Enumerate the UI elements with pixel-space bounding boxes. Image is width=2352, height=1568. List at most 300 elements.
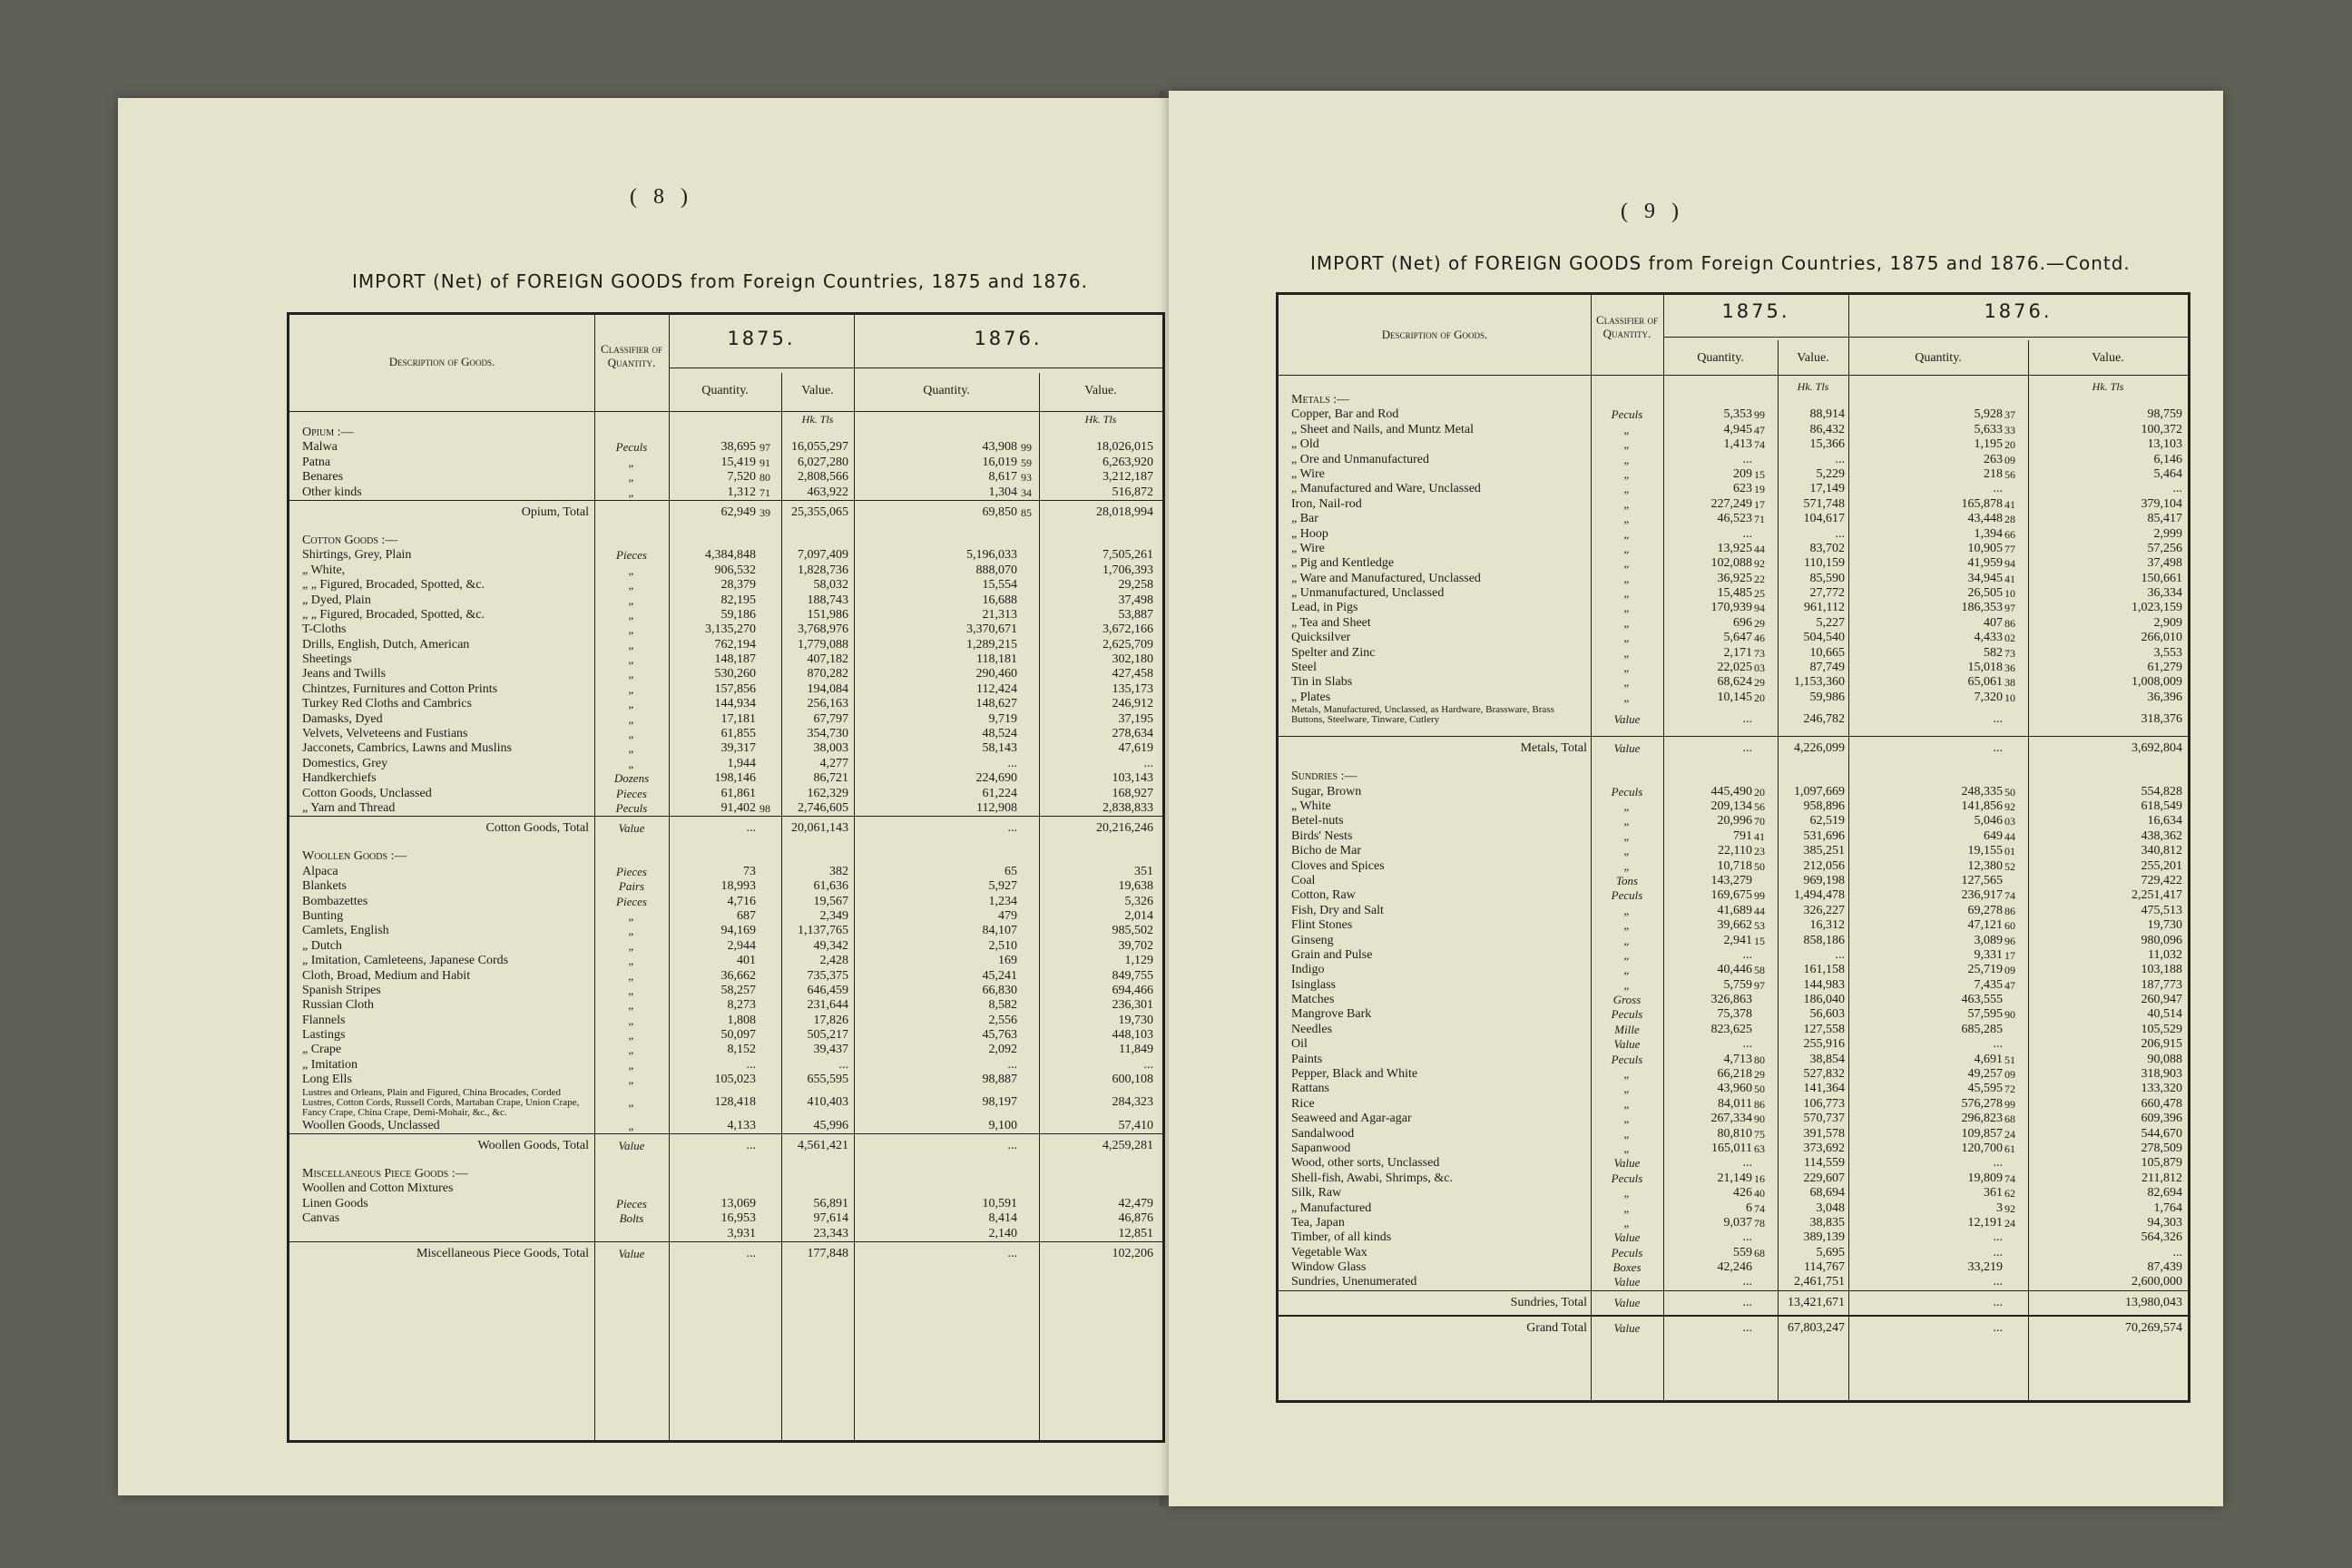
quantity-1875-cell: 68,624 (1717, 675, 1752, 690)
classifier-cell: Tons (1615, 873, 1639, 887)
value-1876-cell: 564,326 (2141, 1230, 2182, 1245)
table-row (1279, 467, 2188, 482)
quantity-1876-cell: 8,617 (988, 470, 1017, 485)
quantity-1876-fraction: 24 (2004, 1127, 2015, 1141)
classifier-cell: „ (628, 593, 635, 607)
table-row (1279, 1216, 2188, 1230)
value-1875-cell: 246,782 (1803, 712, 1845, 727)
description-cell: Rice (1291, 1096, 1315, 1111)
value-1876-cell: 94,303 (2147, 1215, 2182, 1230)
quantity-1876-cell: 57,595 (1967, 1007, 2003, 1022)
quantity-1875-fraction: 97 (760, 441, 770, 455)
quantity-1875-fraction: 80 (1754, 1053, 1765, 1066)
classifier-cell: „ (628, 667, 635, 681)
value-1876-cell: 133,320 (2141, 1082, 2182, 1096)
quantity-1875-cell: 80,810 (1717, 1126, 1752, 1141)
description-header: Description of Goods. (1381, 328, 1488, 341)
classifier-cell: Value (618, 1139, 645, 1153)
classifier-cell: Gross (1612, 993, 1642, 1007)
section-header-row (1279, 393, 2188, 407)
quantity-1876-fraction: 09 (2004, 453, 2015, 466)
value-1875-cell: 354,730 (807, 727, 848, 741)
quantity-1875-cell: 9,037 (1723, 1215, 1752, 1230)
classifier-cell: „ (1623, 541, 1631, 555)
value-1876-cell: 37,498 (1118, 593, 1153, 607)
classifier-cell: „ (1623, 586, 1631, 601)
description-cell: Quicksilver (1291, 631, 1351, 645)
quantity-1875-cell: 5,759 (1723, 977, 1752, 992)
table-row (1279, 675, 2188, 690)
table-row (1279, 859, 2188, 874)
description-cell: „ Yarn and Thread (302, 800, 396, 815)
quantity-1876-fraction: 94 (2004, 557, 2015, 571)
description-cell: Woollen Goods, Total (477, 1139, 589, 1153)
value-1875-cell: 114,767 (1804, 1260, 1845, 1275)
description-cell: Flint Stones (1291, 918, 1353, 933)
quantity-1875-fraction: 99 (1754, 408, 1765, 422)
quantity-1876-cell: ... (1993, 1275, 2003, 1289)
description-cell: Window Glass (1291, 1260, 1367, 1275)
value-1875-cell: ... (1835, 526, 1845, 541)
quantity-1876-cell: 109,857 (1961, 1126, 2003, 1141)
description-cell: Coal (1291, 873, 1316, 887)
quantity-1875-fraction: 25 (1754, 587, 1765, 601)
quantity-1876-cell: 98,887 (982, 1073, 1017, 1087)
quantity-1875-cell: 1,312 (727, 485, 756, 499)
table-row (1279, 1067, 2188, 1082)
value-1876-cell: 302,180 (1112, 652, 1153, 667)
classifier-cell: Pieces (616, 864, 647, 878)
import-table-1875-1876 (287, 312, 1165, 1443)
description-cell: „ Dutch (302, 938, 342, 953)
quantity-1875-cell: ... (746, 1139, 756, 1153)
classifier-cell: Value (618, 821, 645, 836)
quantity-1876-cell: 224,690 (975, 771, 1017, 786)
quantity-1875-cell: ... (1742, 741, 1752, 756)
quantity-1875-cell: 41,689 (1717, 903, 1752, 917)
quantity-1876-cell: 43,448 (1967, 512, 2003, 526)
classifier-cell: Peculs (1611, 1245, 1643, 1259)
quantity-1875-cell: 10,718 (1717, 858, 1752, 873)
value-1876-cell: 19,730 (2147, 918, 2182, 933)
quantity-1876-fraction: 85 (1021, 505, 1032, 519)
quantity-1875-cell: 22,025 (1717, 661, 1752, 675)
page-number: ( 8 ) (630, 185, 693, 209)
description-cell: Sandalwood (1291, 1126, 1355, 1141)
classifier-cell: „ (628, 998, 635, 1013)
value-1875-cell: 655,595 (807, 1073, 848, 1087)
description-cell: Rattans (1291, 1082, 1329, 1096)
table-row (1279, 918, 2188, 933)
quantity-1876-cell: 7,320 (1974, 690, 2003, 704)
table-row (1279, 829, 2188, 844)
quantity-1875-cell: 128,418 (714, 1094, 756, 1109)
description-cell: „ Dyed, Plain (302, 593, 371, 607)
table-row (1279, 874, 2188, 888)
quantity-1875-cell: ... (746, 821, 756, 836)
quantity-1876-cell: 61,224 (982, 786, 1017, 800)
classifier-cell: „ (628, 968, 635, 983)
value-1876-cell: 1,129 (1124, 954, 1153, 968)
description-cell: Camlets, English (302, 924, 389, 938)
value-1876-cell: 12,851 (1118, 1226, 1153, 1240)
value-1876-cell: 427,458 (1112, 667, 1153, 681)
table-row (1279, 934, 2188, 948)
quantity-1875-cell: 5,353 (1723, 407, 1752, 422)
quantity-1876-cell: 9,100 (988, 1118, 1017, 1132)
value-1875-cell: 1,779,088 (798, 637, 848, 652)
quantity-1876-cell: 5,927 (988, 879, 1017, 894)
quantity-1875-cell: 18,993 (720, 879, 756, 894)
value-1875-cell: 255,916 (1803, 1037, 1845, 1052)
quantity-1876-fraction: 86 (2004, 904, 2015, 917)
value-1875-cell: 59,986 (1809, 690, 1845, 704)
description-cell: Sapanwood (1291, 1141, 1351, 1155)
quantity-1875-cell: 28,379 (720, 578, 756, 593)
quantity-1876-cell: 34,945 (1967, 571, 2003, 585)
value-1875-cell: 5,229 (1816, 466, 1845, 481)
quantity-1875-cell: 82,195 (720, 593, 756, 607)
table-row (289, 1119, 1162, 1133)
table-row (289, 954, 1162, 968)
quantity-1875-cell: ... (1742, 1037, 1752, 1052)
table-row (289, 727, 1162, 741)
classifier-cell: Value (1613, 1037, 1641, 1052)
classifier-cell: „ (1623, 526, 1631, 541)
total-row (289, 500, 1162, 524)
value-1875-cell: 391,578 (1803, 1126, 1845, 1141)
quantity-1876-cell: 290,460 (975, 667, 1017, 681)
description-cell: Sundries, Unenumerated (1291, 1275, 1417, 1289)
table-row (1279, 1186, 2188, 1200)
value-1875-cell: 5,227 (1816, 615, 1845, 630)
table-row (1279, 844, 2188, 858)
value-1876-cell: 1,706,393 (1102, 563, 1153, 577)
value-1875-cell: 177,848 (807, 1246, 848, 1260)
quantity-1876-cell: ... (1993, 1156, 2003, 1171)
quantity-1876-fraction: 41 (2004, 497, 2015, 511)
description-cell: „ Bar (1291, 512, 1318, 526)
quantity-1875-cell: 823,625 (1710, 1022, 1752, 1036)
quantity-1875-fraction: 44 (1754, 542, 1765, 555)
classifier-cell: „ (628, 681, 635, 696)
description-cell: Spanish Stripes (302, 983, 381, 997)
table-row (1279, 586, 2188, 601)
classifier-cell: Value (618, 1246, 645, 1260)
description-cell: Sundries, Total (1510, 1295, 1587, 1309)
value-1876-cell: 36,396 (2147, 690, 2182, 704)
value-header: Value. (1084, 384, 1117, 397)
classifier-cell: „ (1623, 1186, 1631, 1200)
description-cell: Woollen and Cotton Mixtures (302, 1181, 454, 1196)
quantity-1876-fraction: 41 (2004, 572, 2015, 585)
quantity-header: Quantity. (923, 384, 970, 397)
total-row (289, 816, 1162, 840)
total-row (289, 1133, 1162, 1158)
classifier-cell: Value (1613, 1295, 1641, 1309)
table-row (1279, 453, 2188, 467)
quantity-1875-cell: 94,169 (720, 924, 756, 938)
quantity-1876-cell: 12,380 (1967, 858, 2003, 873)
classifier-cell: Value (1613, 1320, 1641, 1335)
quantity-1875-cell: 6 (1746, 1200, 1752, 1215)
quantity-1876-cell: 649 (1984, 828, 2003, 843)
quantity-1876-cell: ... (1993, 1320, 2003, 1335)
description-cell: Linen Goods (302, 1196, 368, 1210)
quantity-1875-cell: 1,808 (727, 1013, 756, 1027)
value-1876-cell: 7,505,261 (1102, 548, 1153, 563)
quantity-1875-cell: 762,194 (714, 637, 756, 652)
quantity-1876-cell: 45,595 (1967, 1082, 2003, 1096)
value-1876-cell: ... (2172, 1245, 2182, 1259)
value-1876-cell: ... (1143, 756, 1153, 770)
value-1875-cell: 858,186 (1803, 933, 1845, 947)
description-cell: „ Imitation, Camleteens, Japanese Cords (302, 954, 509, 968)
quantity-1875-cell: 102,088 (1710, 556, 1752, 571)
quantity-1876-cell: 361 (1984, 1186, 2003, 1200)
value-1876-cell: 39,702 (1118, 938, 1153, 953)
quantity-1875-fraction: 29 (1754, 616, 1765, 630)
classifier-cell: „ (1623, 512, 1631, 526)
classifier-cell: „ (628, 1013, 635, 1027)
value-1876-cell: 98,759 (2147, 407, 2182, 422)
description-cell: Jacconets, Cambrics, Lawns and Muslins (302, 741, 512, 756)
description-cell: Oil (1291, 1037, 1308, 1052)
value-1875-cell: 407,182 (807, 652, 848, 667)
value-1875-cell: 162,329 (807, 786, 848, 800)
quantity-1875-cell: 8,273 (727, 998, 756, 1013)
quantity-1876-fraction: 36 (2004, 662, 2015, 675)
quantity-1875-cell: 170,939 (1710, 601, 1752, 615)
table-row (289, 771, 1162, 786)
value-1876-cell: 1,008,009 (2132, 675, 2182, 690)
quantity-1876-fraction: 17 (2004, 948, 2015, 962)
table-row (1279, 527, 2188, 542)
quantity-1876-cell: 15,554 (982, 578, 1017, 593)
quantity-1875-fraction: 20 (1754, 785, 1765, 799)
table-row (1279, 1082, 2188, 1096)
quantity-1875-fraction: 16 (1754, 1171, 1765, 1185)
description-cell: „ Unmanufactured, Unclassed (1291, 586, 1445, 601)
table-row (1279, 799, 2188, 814)
table-row (1279, 785, 2188, 799)
quantity-1876-cell: 5,928 (1974, 407, 2003, 422)
table-row (1279, 1171, 2188, 1186)
quantity-1875-cell: 39,317 (720, 741, 756, 756)
currency-unit: Hk. Tls (2092, 380, 2124, 393)
table-row (1279, 1260, 2188, 1275)
quantity-1875-cell: 209 (1733, 466, 1752, 481)
classifier-cell: „ (628, 727, 635, 741)
classifier-cell: „ (1623, 452, 1631, 466)
table-row (1279, 661, 2188, 675)
table-row (1279, 601, 2188, 615)
value-1876-cell: 47,619 (1118, 741, 1153, 756)
quantity-1876-cell: 685,285 (1961, 1022, 2003, 1036)
quantity-1876-cell: 3 (1996, 1200, 2003, 1215)
quantity-1876-cell: 127,565 (1961, 873, 2003, 887)
table-row (289, 1211, 1162, 1226)
value-1875-cell: 20,061,143 (791, 821, 848, 836)
classifier-cell: „ (1623, 556, 1631, 571)
value-1876-cell: 985,502 (1112, 924, 1153, 938)
quantity-1875-fraction: 97 (1754, 978, 1765, 992)
value-1876-cell: 70,269,574 (2125, 1320, 2182, 1335)
value-1875-cell: 27,772 (1809, 586, 1845, 601)
value-1876-cell: 516,872 (1112, 485, 1153, 499)
value-1875-cell: 67,803,247 (1788, 1320, 1845, 1335)
value-1876-cell: 20,216,246 (1096, 821, 1153, 836)
table-row (289, 865, 1162, 879)
quantity-1875-cell: 3,931 (727, 1226, 756, 1240)
value-1876-cell: 284,323 (1112, 1094, 1153, 1109)
classifier-cell: Peculs (615, 440, 648, 455)
quantity-1875-fraction: 71 (1754, 513, 1765, 526)
table-row (289, 741, 1162, 756)
value-1875-cell: 62,519 (1809, 814, 1845, 828)
description-cell: „ Crape (302, 1043, 342, 1057)
table-row (1279, 631, 2188, 645)
description-cell: Isinglass (1291, 977, 1336, 992)
value-1875-cell: 373,692 (1803, 1141, 1845, 1155)
description-cell: Wood, other sorts, Unclassed (1291, 1156, 1440, 1171)
table-row (1279, 497, 2188, 512)
value-1876-cell: 29,258 (1118, 578, 1153, 593)
quantity-1875-cell: 10,145 (1717, 690, 1752, 704)
table-row (1279, 1053, 2188, 1067)
quantity-1875-cell: 17,181 (720, 711, 756, 726)
description-cell: Mangrove Bark (1291, 1007, 1372, 1022)
value-1876-cell: 28,018,994 (1096, 505, 1153, 519)
quantity-1876-cell: 120,700 (1961, 1141, 2003, 1155)
description-cell: Timber, of all kinds (1291, 1230, 1392, 1245)
value-1876-cell: 278,509 (2141, 1141, 2182, 1155)
quantity-1876-cell: ... (1007, 1139, 1017, 1153)
quantity-1875-cell: 227,249 (1710, 496, 1752, 511)
quantity-1875-cell: 36,662 (720, 968, 756, 983)
quantity-1875-cell: 426 (1733, 1186, 1752, 1200)
table-row (1279, 1007, 2188, 1022)
quantity-1875-cell: 15,485 (1717, 586, 1752, 601)
quantity-1876-cell: 21,313 (982, 607, 1017, 622)
classifier-cell: Peculs (1611, 784, 1643, 799)
quantity-1875-cell: ... (1742, 452, 1752, 466)
classifier-cell: „ (628, 1073, 635, 1087)
classifier-cell: „ (628, 637, 635, 652)
quantity-1876-fraction: 97 (2004, 602, 2015, 615)
quantity-1875-fraction: 63 (1754, 1142, 1765, 1155)
value-1876-cell: 3,212,187 (1102, 470, 1153, 485)
description-cell: Opium :— (302, 426, 354, 439)
quantity-1875-cell: 198,146 (714, 771, 756, 786)
description-cell: Paints (1291, 1052, 1323, 1066)
value-1876-cell: 19,638 (1118, 879, 1153, 894)
value-1876-cell: 729,422 (2141, 873, 2182, 887)
quantity-1875-cell: 267,334 (1710, 1112, 1752, 1126)
quantity-1876-cell: ... (1007, 1246, 1017, 1260)
total-row (1279, 1315, 2188, 1340)
quantity-1876-cell: 33,219 (1967, 1260, 2003, 1275)
value-1876-cell: 260,947 (2141, 993, 2182, 1007)
description-cell: Tea, Japan (1291, 1215, 1345, 1230)
quantity-1876-cell: 186,353 (1961, 601, 2003, 615)
description-cell: „ Wire (1291, 541, 1325, 555)
quantity-1875-cell: 73 (743, 864, 756, 878)
value-1875-cell: 2,428 (819, 954, 848, 968)
description-cell: „ Tea and Sheet (1291, 615, 1371, 630)
value-1876-cell: 135,173 (1112, 681, 1153, 696)
value-1875-cell: 1,153,360 (1794, 675, 1845, 690)
value-1876-cell: 19,730 (1118, 1013, 1153, 1027)
quantity-1876-cell: 582 (1984, 645, 2003, 660)
value-1876-cell: 2,999 (2153, 526, 2182, 541)
value-1875-cell: 571,748 (1803, 496, 1845, 511)
description-cell: „ Manufactured (1291, 1200, 1372, 1215)
description-cell: Cotton Goods :— (302, 533, 398, 547)
value-1875-cell: 1,828,736 (798, 563, 848, 577)
quantity-1875-fraction: 19 (1754, 483, 1765, 496)
quantity-1876-cell: ... (1993, 1037, 2003, 1052)
quantity-1875-cell: 66,218 (1717, 1067, 1752, 1082)
quantity-1875-cell: 401 (737, 954, 756, 968)
quantity-1876-cell: 66,830 (982, 983, 1017, 997)
description-cell: „ Pig and Kentledge (1291, 556, 1395, 571)
classifier-cell: „ (1623, 1215, 1631, 1230)
section-header-row (289, 1167, 1162, 1181)
classifier-cell: „ (628, 1118, 635, 1132)
quantity-1875-fraction: 15 (1754, 467, 1765, 481)
description-cell: Lead, in Pigs (1291, 601, 1358, 615)
value-1875-cell: 2,808,566 (798, 470, 848, 485)
value-1876-cell: 37,498 (2147, 556, 2182, 571)
description-cell: „ Hoop (1291, 526, 1328, 541)
description-cell: Sheetings (302, 652, 352, 667)
classifier-header: Classifier of Quantity. (601, 342, 662, 369)
classifier-cell: „ (628, 711, 635, 726)
table-row (1279, 616, 2188, 631)
value-1875-cell: 410,403 (807, 1094, 848, 1109)
quantity-1876-cell: 4,433 (1974, 631, 2003, 645)
classifier-cell: „ (1623, 645, 1631, 660)
total-row (289, 1241, 1162, 1266)
left-page (118, 98, 1169, 1495)
classifier-cell: „ (1623, 844, 1631, 858)
classifier-cell: „ (1623, 1096, 1631, 1111)
table-row (1279, 1037, 2188, 1052)
value-1876-cell: 2,014 (1124, 908, 1153, 923)
quantity-1876-fraction: 24 (2004, 1216, 2015, 1230)
classifier-cell: „ (628, 756, 635, 770)
value-1875-cell: 3,048 (1816, 1200, 1845, 1215)
quantity-1875-fraction: 71 (760, 485, 770, 499)
table-row (1279, 888, 2188, 903)
description-cell: Long Ells (302, 1073, 352, 1087)
quantity-1875-cell: 21,149 (1717, 1171, 1752, 1185)
classifier-cell: „ (1623, 437, 1631, 452)
quantity-1876-cell: 236,917 (1961, 888, 2003, 903)
quantity-1876-cell: 45,241 (982, 968, 1017, 983)
currency-unit: Hk. Tls (801, 413, 834, 426)
classifier-cell: „ (1623, 1141, 1631, 1155)
value-1875-cell: 86,721 (813, 771, 848, 786)
description-cell: Tin in Slabs (1291, 675, 1353, 690)
table-row (1279, 646, 2188, 661)
year-1876-header: 1876. (1984, 300, 2053, 322)
value-1876-cell: 1,023,159 (2132, 601, 2182, 615)
quantity-1876-fraction: 50 (2004, 785, 2015, 799)
table-row (289, 895, 1162, 909)
table-row (1279, 1156, 2188, 1171)
